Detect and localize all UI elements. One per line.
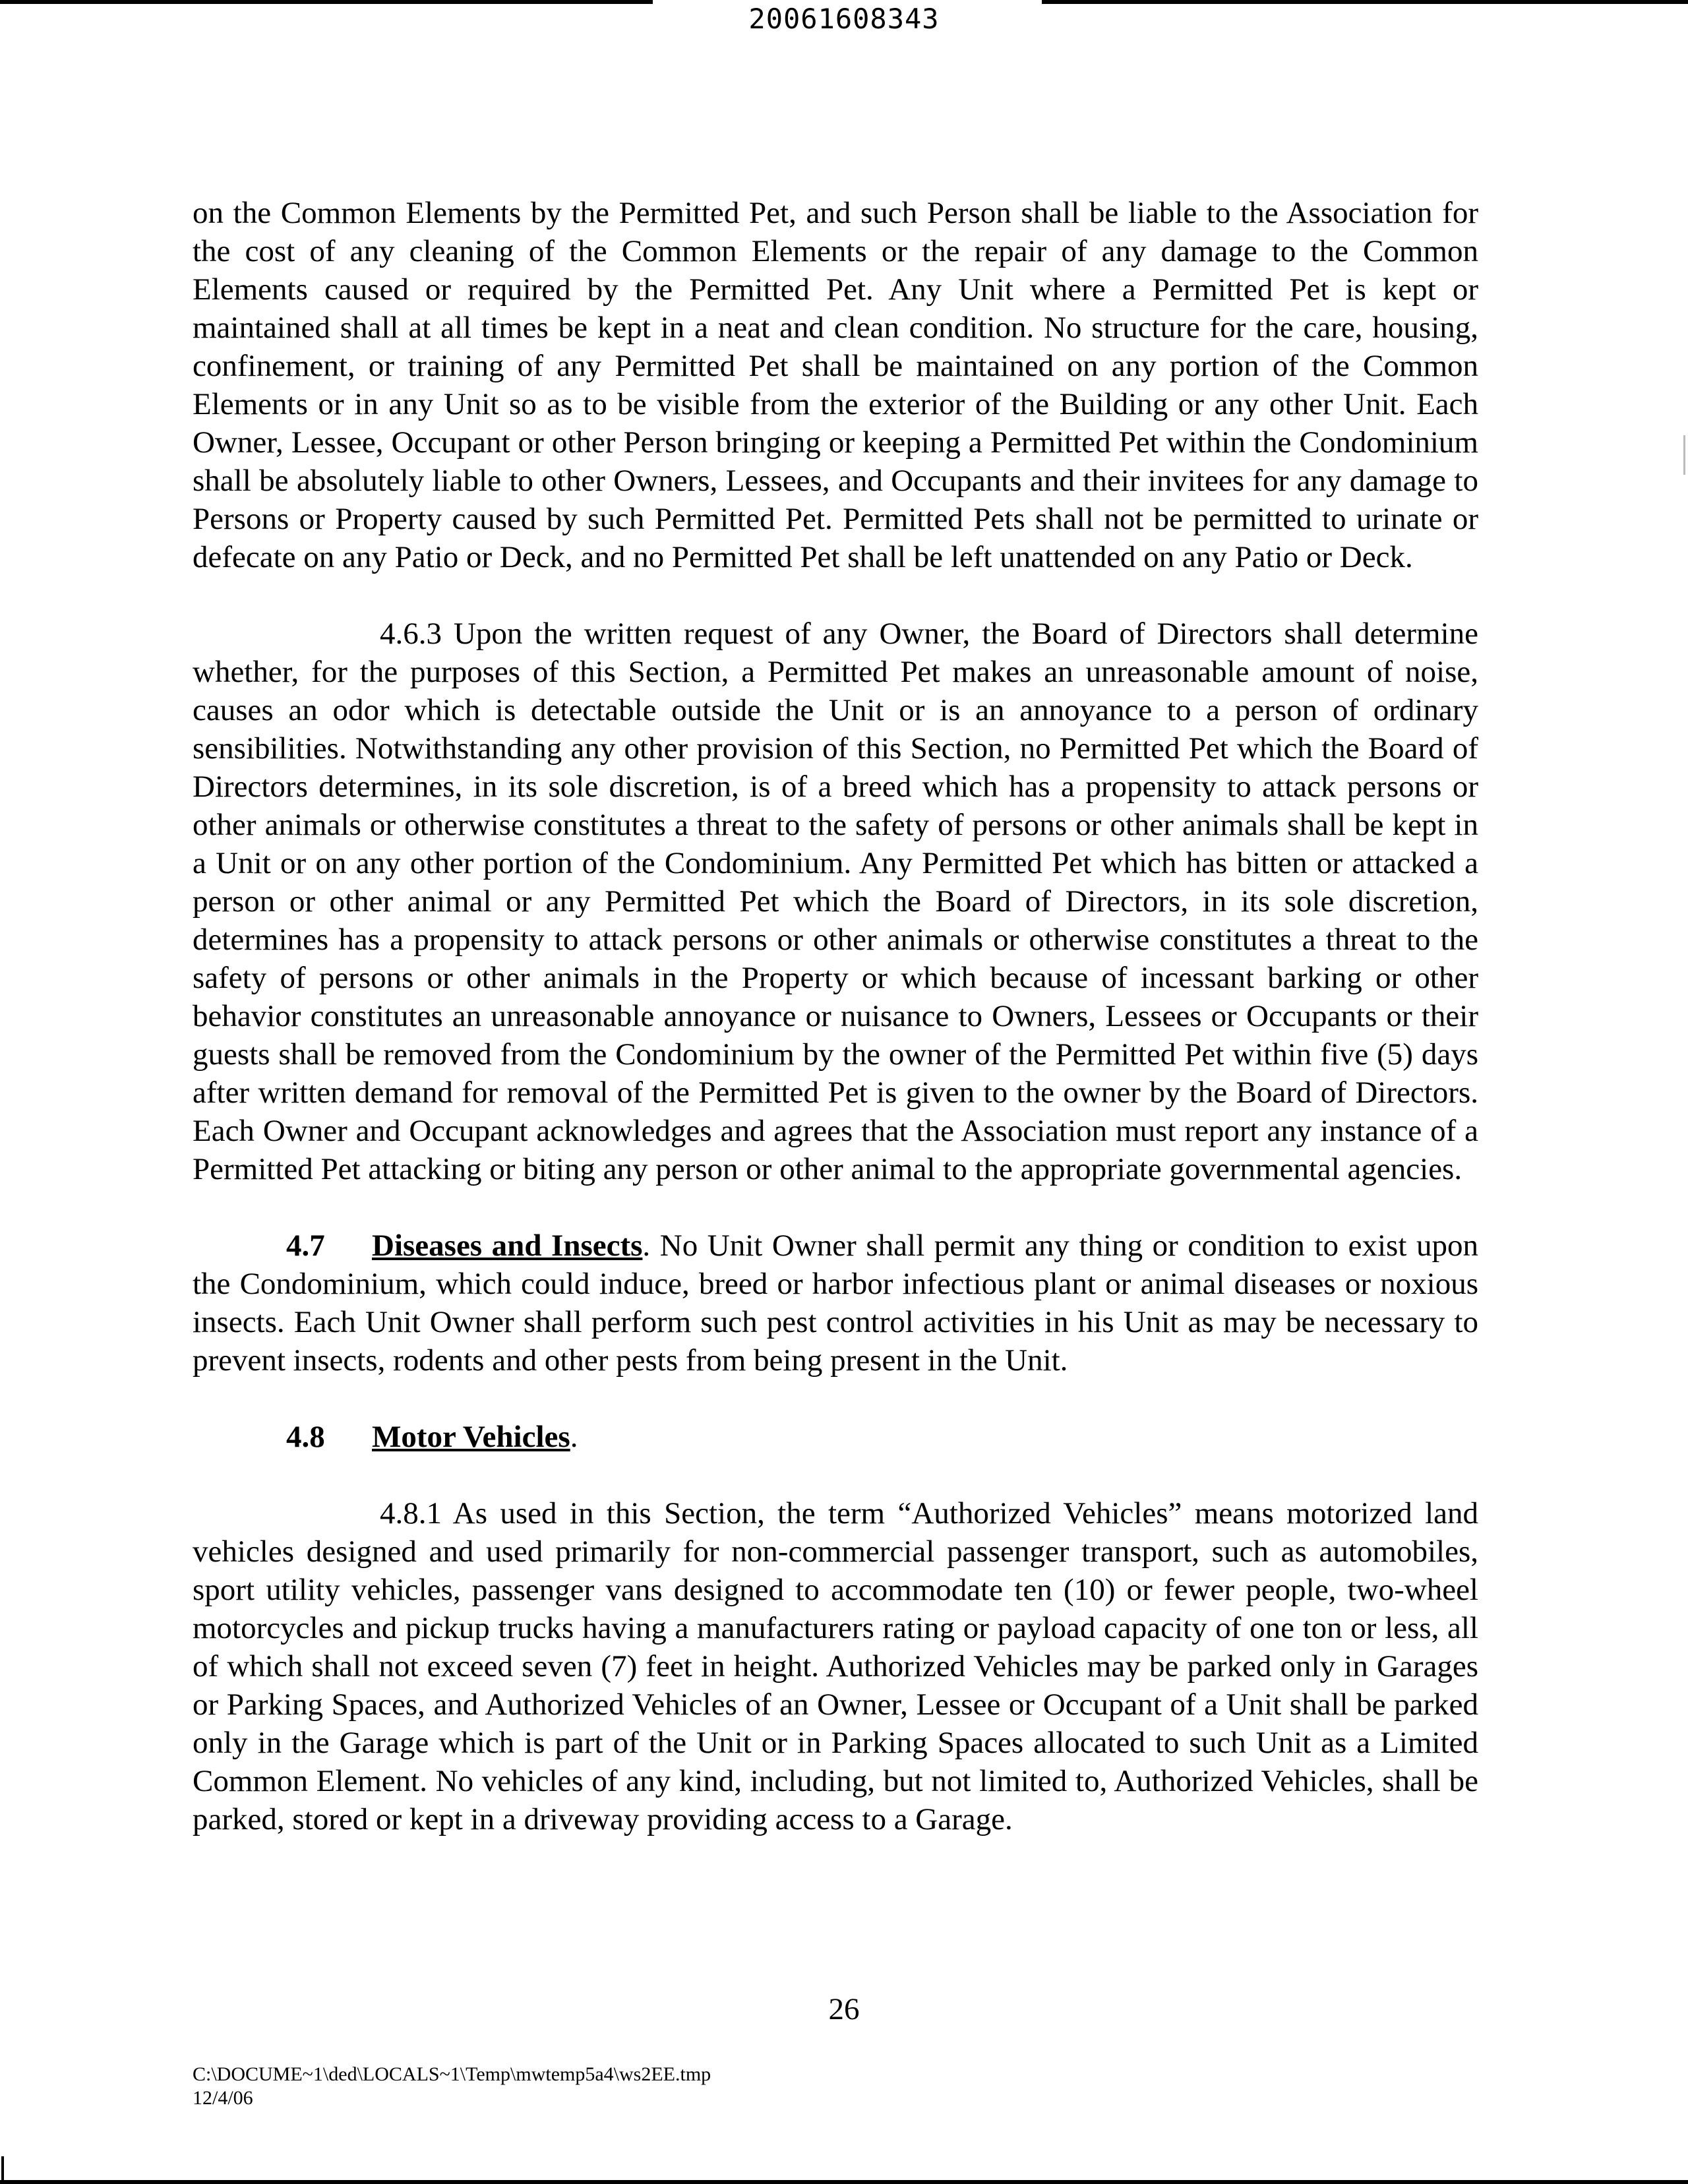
section-4-8-heading bbox=[193, 1418, 1478, 1456]
paragraph-4-8-1: 4.8.1 As used in this Section, the term “Authorized Vehicles” means motorized land vehicles designed and used primarily for non-commercial passenger transport, such as automobiles, sport utility vehicles, passenger vans designed to accommodate ten (10) or fewer people, two-wheel motorcycles and pickup trucks having a manufacturers rating or payload capacity of one ton or less, all of which shall not exceed seven (7) feet in height. Authorized Vehicles may be parked only in Garages or Parking Spaces, and Authorized Vehicles of an Owner, Lessee or Occupant of a Unit shall be parked only in the Garage which is part of the Unit or in Parking Spaces allocated to such Unit as a Limited Common Element. No vehicles of any kind, including, but not limited to, Authorized Vehicles, shall be parked, stored or kept in a driveway providing access to a Garage. bbox=[193, 1496, 1478, 1836]
paragraph-4-6-3: 4.6.3 Upon the written request of any Owner, the Board of Directors shall determine whether, for the purposes of this Section, a Permitted Pet makes an unreasonable amount of noise, causes an odor which is detectable outside the Unit or is an annoyance to a person of ordinary sensibilities. Notwithstanding any other provision of this Section, no Permitted Pet which the Board of Directors determines, in its sole discretion, is of a breed which has a propensity to attack persons or other animals or otherwise constitutes a threat to the safety of persons or other animals shall be kept in a Unit or on any other portion of the Condominium. Any Permitted Pet which has bitten or attacked a person or other animal or any Permitted Pet which the Board of Directors, in its sole discretion, determines has a propensity to attack persons or other animals or otherwise constitutes a threat to the safety of persons or other animals in the Property or which because of incessant barking or other behavior constitutes an unreasonable annoyance or nuisance to Owners, Lessees or Occupants or their guests shall be removed from the Condominium by the owner of the Permitted Pet within five (5) days after written demand for removal of the Permitted Pet is given to the owner by the Board of Directors. Each Owner and Occupant acknowledges and agrees that the Association must report any instance of a Permitted Pet attacking or biting any person or other animal to the appropriate governmental agencies. bbox=[193, 617, 1478, 1186]
scan-mark bbox=[1683, 435, 1685, 475]
section-title-period: . bbox=[570, 1420, 578, 1454]
section-number: 4.7 bbox=[286, 1228, 325, 1263]
section-title: Motor Vehicles bbox=[372, 1420, 570, 1454]
document-body bbox=[193, 194, 1478, 1877]
document-number: 20061608343 bbox=[748, 3, 940, 35]
footer-date: 12/4/06 bbox=[193, 2087, 253, 2109]
section-number: 4.8 bbox=[286, 1420, 325, 1454]
footer bbox=[193, 2063, 711, 2110]
section-4-7 bbox=[193, 1227, 1478, 1380]
section-title: Diseases and Insects bbox=[372, 1228, 643, 1263]
paragraph-pet-liability: on the Common Elements by the Permitted Pet, and such Person shall be liable to the Association for the cost of any cleaning of the Common Elements or the repair of any damage to the Common Elements caused or required by the Permitted Pet. Any Unit where a Permitted Pet is kept or maintained shall at all times be kept in a neat and clean condition. No structure for the care, housing, confinement, or training of any Permitted Pet shall be maintained on any portion of the Common Elements or in any Unit so as to be visible from the exterior of the Building or any other Unit. Each Owner, Lessee, Occupant or other Person bringing or keeping a Permitted Pet within the Condominium shall be absolutely liable to other Owners, Lessees, and Occupants and their invitees for any damage to Persons or Property caused by such Permitted Pet. Permitted Pets shall not be permitted to urinate or defecate on any Patio or Deck, and no Permitted Pet shall be left unattended on any Patio or Deck. bbox=[193, 196, 1478, 574]
section-text: . No Unit Owner shall permit any thing or condition to exist upon the Condominium, which could induce, breed or harbor infectious plant or animal diseases or noxious insects. Each Unit Owner shall perform such pest control activities in his Unit as may be necessary to prevent insects, rodents and other pests from being present in the Unit. bbox=[193, 1228, 1478, 1378]
page-number: 26 bbox=[828, 1992, 860, 2026]
scan-border-bottom bbox=[0, 2180, 1688, 2184]
footer-file-path: C:\DOCUME~1\ded\LOCALS~1\Temp\mwtemp5a4\ws2EE.tmp bbox=[193, 2063, 711, 2085]
